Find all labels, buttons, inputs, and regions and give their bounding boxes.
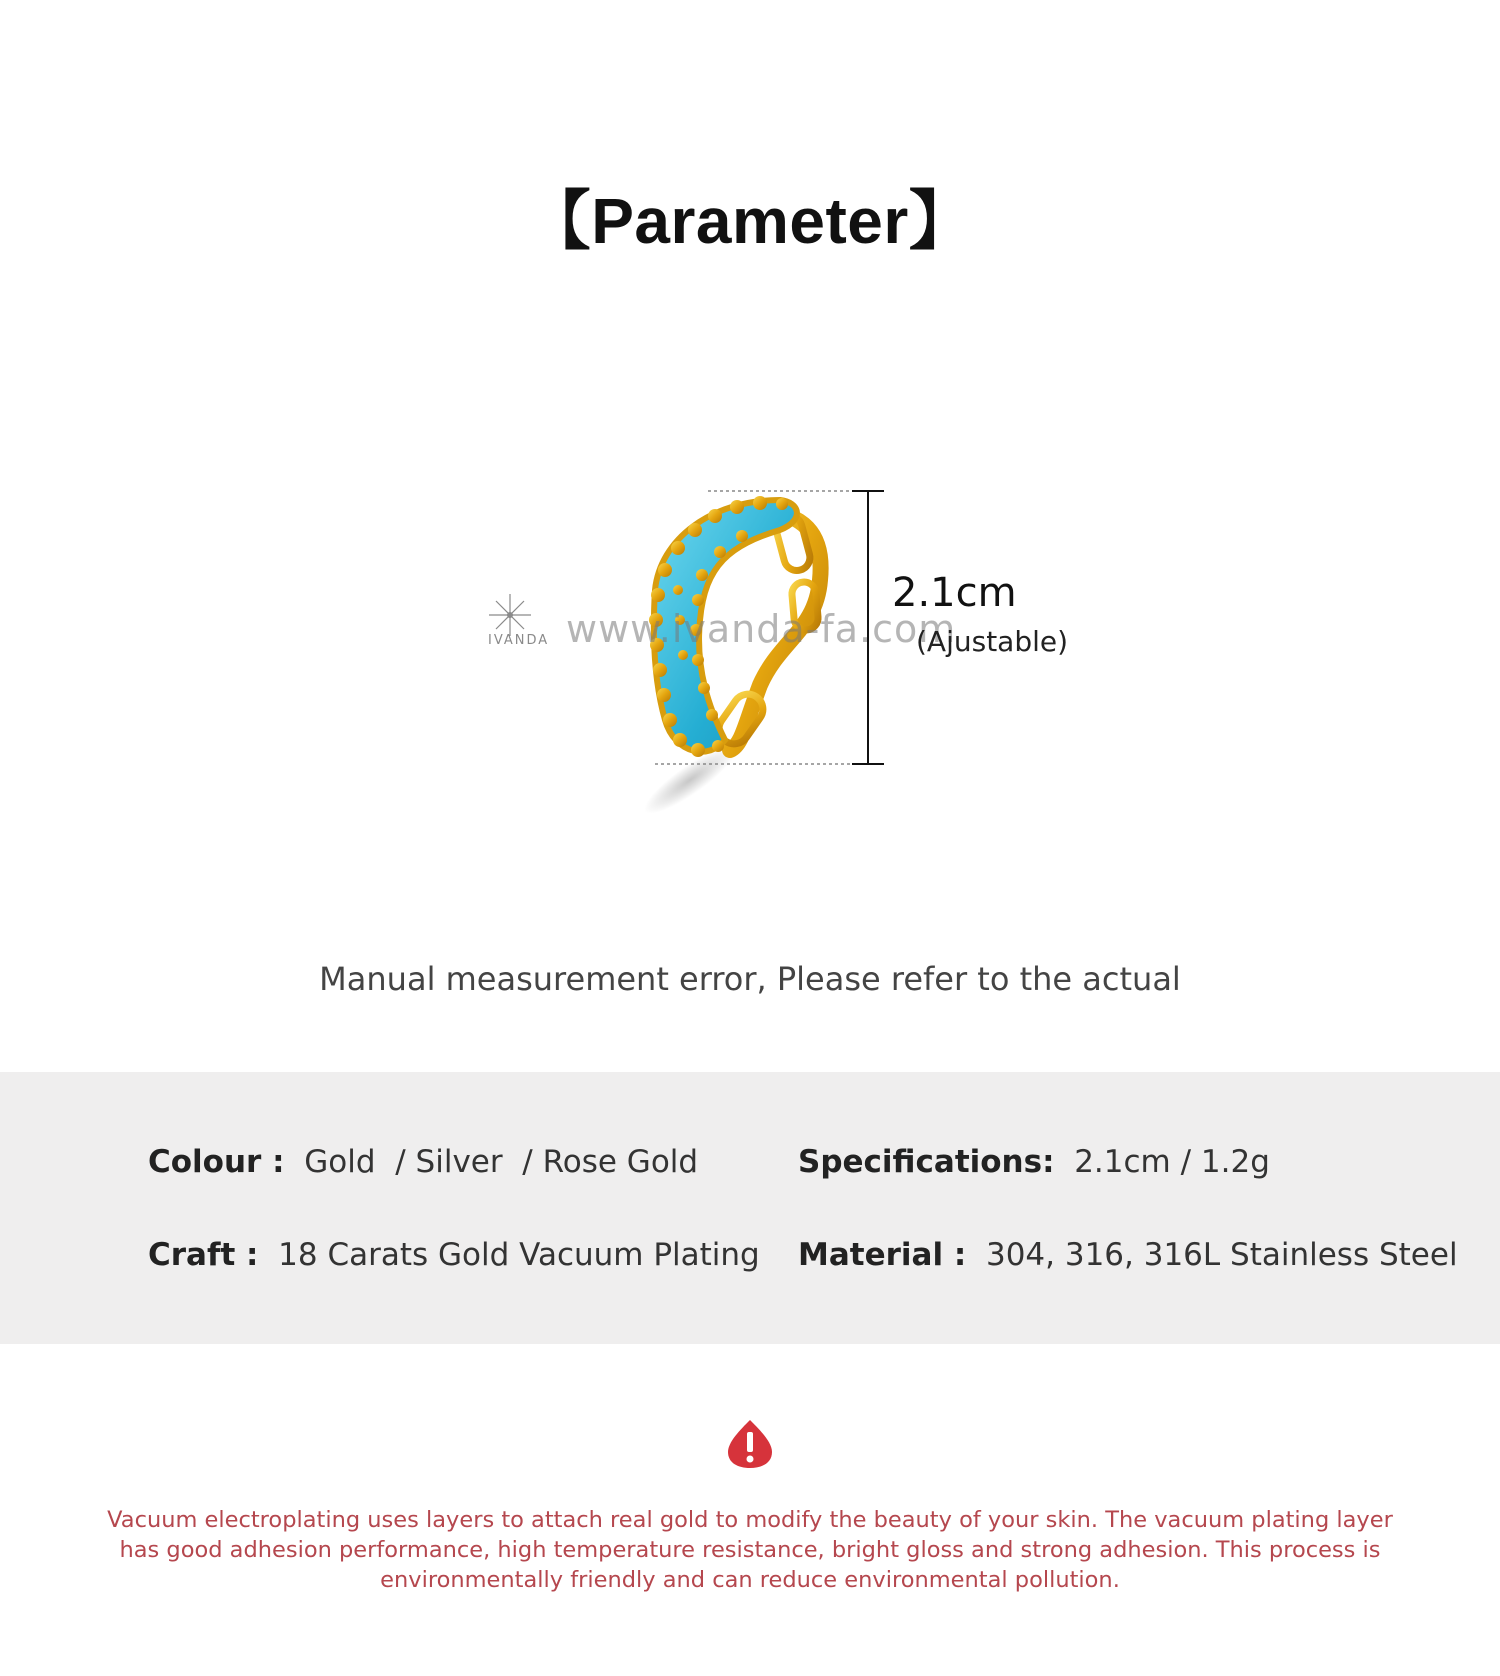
watermark-url: www.ivanda-fa.com	[566, 607, 957, 651]
product-figure	[480, 470, 1100, 830]
spec-craft-value: 18 Carats Gold Vacuum Plating	[278, 1237, 760, 1273]
spec-material-label: Material :	[798, 1237, 967, 1273]
spec-craft-label: Craft :	[148, 1237, 259, 1273]
measurement-note: Manual measurement error, Please refer to the actual	[319, 960, 1181, 998]
spec-craft	[148, 1237, 760, 1273]
dimension-note: (Ajustable)	[916, 625, 1069, 658]
spec-specifications-label: Specifications:	[798, 1144, 1055, 1180]
spec-material	[798, 1237, 1458, 1273]
dimension-value: 2.1cm	[892, 570, 1017, 616]
spec-colour	[148, 1144, 698, 1180]
spec-material-value: 304, 316, 316L Stainless Steel	[985, 1237, 1458, 1273]
watermark	[480, 585, 957, 651]
warning-text: Vacuum electroplating uses layers to attach real gold to modify the beauty of your skin. The vacuum plating layer has good adhesion performance, high temperature resistance, bright gloss and strong adhesion. This process is environmentally friendly and can reduce environmental pollution.	[107, 1507, 1393, 1593]
spec-panel	[0, 1072, 1500, 1344]
watermark-brand: IVANDA	[488, 633, 550, 648]
spec-colour-label: Colour :	[148, 1144, 285, 1180]
page-title: 【Parameter】	[526, 185, 974, 257]
spec-specifications-value: 2.1cm / 1.2g	[1074, 1144, 1270, 1180]
alert-icon	[726, 1418, 774, 1470]
spec-colour-value: Gold / Silver / Rose Gold	[304, 1144, 699, 1180]
spec-specifications	[798, 1144, 1270, 1180]
